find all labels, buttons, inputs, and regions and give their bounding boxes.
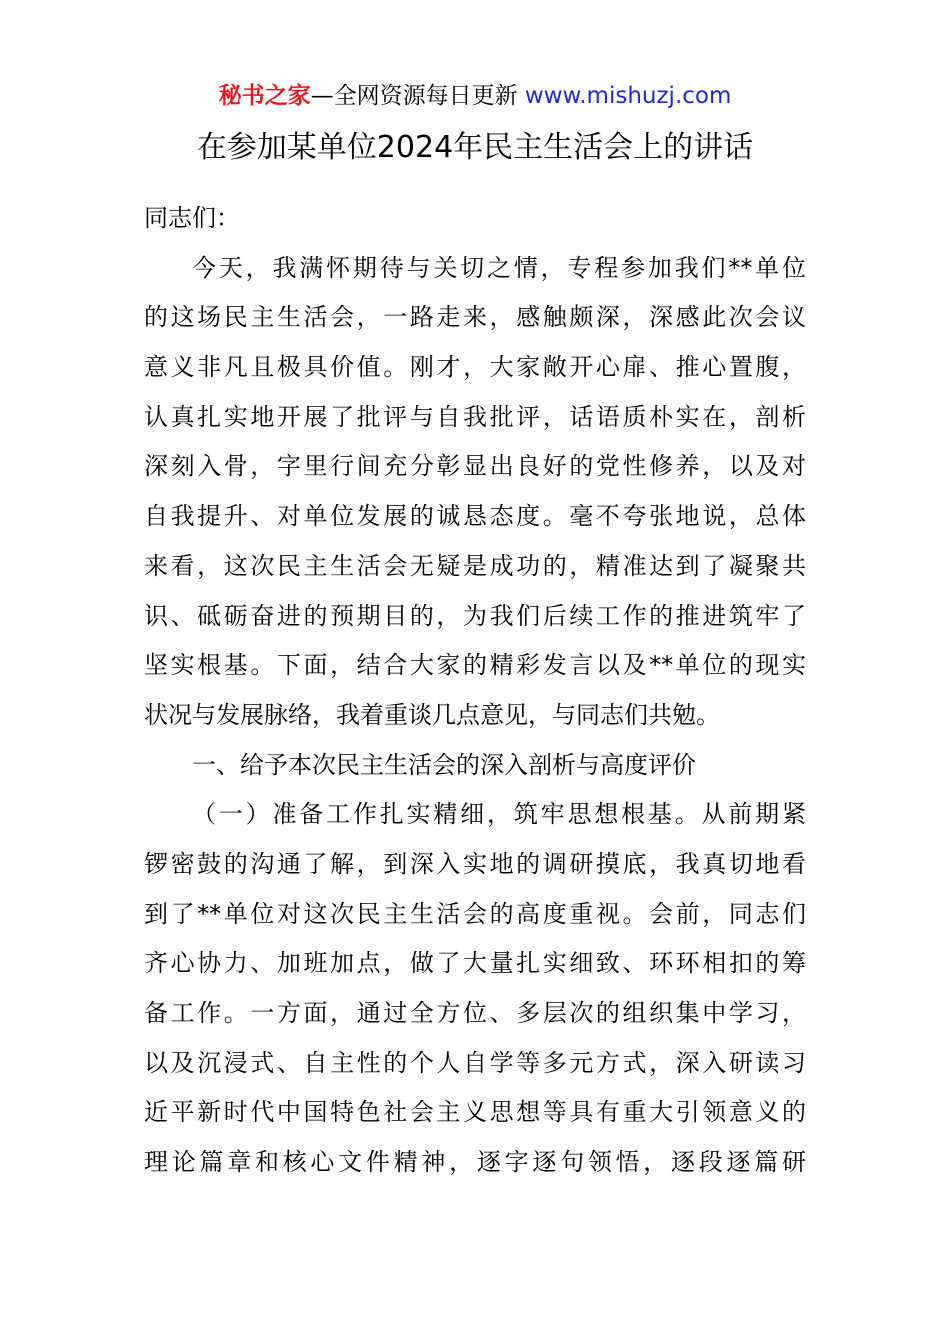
body-line: 锣密鼓的沟通了解，到深入实地的调研摸底，我真切地看	[144, 849, 806, 878]
body-line: 深刻入骨，字里行间充分彰显出良好的党性修养，以及对	[144, 452, 806, 481]
body-line: 同志们：	[144, 204, 240, 232]
body-line: 备工作。一方面，通过全方位、多层次的组织集中学习，	[144, 999, 806, 1027]
body-line: 自我提升、对单位发展的诚恳态度。毫不夸张地说，总体	[144, 502, 806, 531]
site-header	[0, 80, 950, 112]
body-line: （一）准备工作扎实精细，筑牢思想根基。从前期紧	[192, 800, 806, 829]
body-line: 今天，我满怀期待与关切之情，专程参加我们**单位	[192, 253, 806, 282]
body-line: 坚实根基。下面，结合大家的精彩发言以及**单位的现实	[144, 651, 806, 680]
body-line: 意义非凡且极具价值。刚才，大家敞开心扉、推心置腹，	[144, 353, 806, 382]
body-line: 理论篇章和核心文件精神，逐字逐句领悟，逐段逐篇研	[144, 1148, 806, 1177]
body-line: 认真扎实地开展了批评与自我批评，话语质朴实在，剖析	[144, 402, 806, 431]
site-url-link[interactable]: www.mishuzj.com	[524, 83, 732, 109]
body-line: 近平新时代中国特色社会主义思想等具有重大引领意义的	[144, 1098, 806, 1127]
body-line: 一、给予本次民主生活会的深入剖析与高度评价	[192, 750, 696, 779]
body-line: 齐心协力、加班加点，做了大量扎实细致、环环相扣的筹	[144, 949, 806, 978]
document-body	[144, 194, 806, 1188]
body-line: 状况与发展脉络，我着重谈几点意见，与同志们共勉。	[144, 700, 720, 729]
brand-name: 秘书之家	[218, 83, 311, 109]
header-tagline: —全网资源每日更新	[310, 83, 525, 109]
body-line: 的这场民主生活会，一路走来，感触颇深，深感此次会议	[144, 303, 806, 332]
body-line: 来看，这次民主生活会无疑是成功的，精准达到了凝聚共	[144, 551, 806, 580]
body-line: 以及沉浸式、自主性的个人自学等多元方式，深入研读习	[144, 1048, 806, 1077]
body-line: 到了**单位对这次民主生活会的高度重视。会前，同志们	[144, 899, 806, 928]
document-title: 在参加某单位2024年民主生活会上的讲话	[196, 130, 754, 165]
body-line: 识、砥砺奋进的预期目的，为我们后续工作的推进筑牢了	[144, 601, 806, 630]
